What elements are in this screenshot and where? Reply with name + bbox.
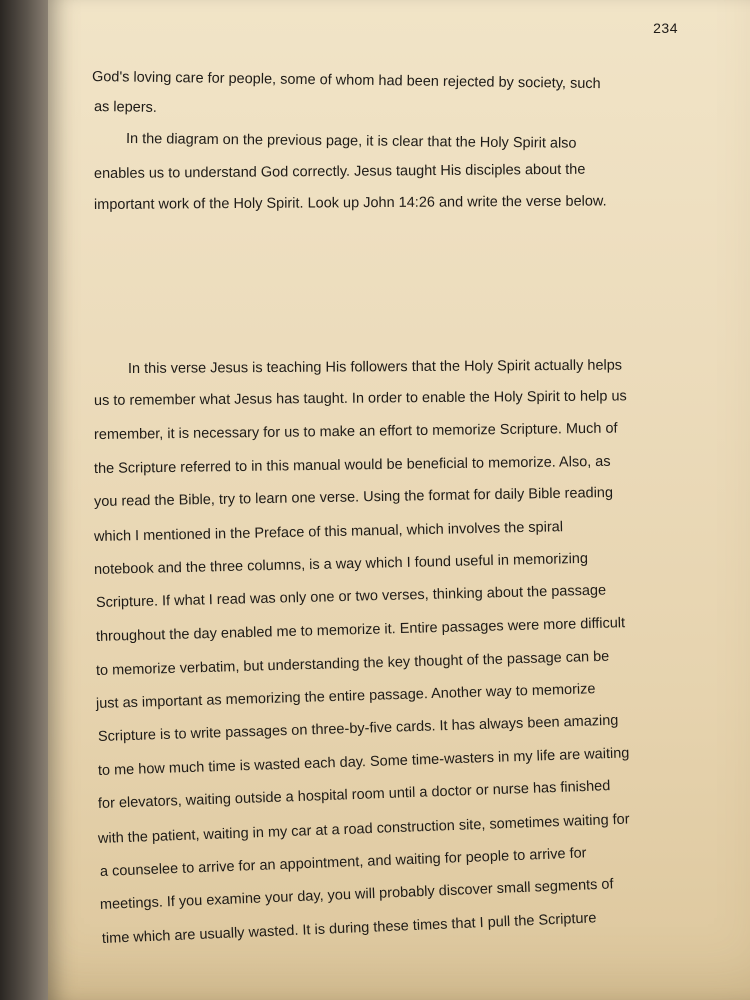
- text-line: a counselee to arrive for an appointment, and waiting for people to arrive for: [99, 845, 587, 880]
- text-line: to memorize verbatim, but understanding the key thought of the passage can be: [95, 648, 610, 679]
- text-line: which I mentioned in the Preface of this manual, which involves the spiral: [93, 519, 564, 545]
- text-line: you read the Bible, try to learn one verse. Using the format for daily Bible reading: [93, 484, 614, 510]
- text-line: meetings. If you examine your day, you will probably discover small segments of: [99, 876, 614, 913]
- text-line: us to remember what Jesus has taught. In order to enable the Holy Spirit to help us: [93, 388, 627, 409]
- page-number: 234: [653, 20, 678, 36]
- text-line: for elevators, waiting outside a hospital room until a doctor or nurse has finished: [97, 778, 611, 812]
- text-line: enables us to understand God correctly. Jesus taught His disciples about the: [93, 161, 586, 182]
- text-line: God's loving care for people, some of whom had been rejected by society, such: [91, 69, 601, 93]
- text-line: to me how much time is wasted each day. Some time-wasters in my life are waiting: [97, 745, 630, 779]
- text-line: notebook and the three columns, is a way which I found useful in memorizing: [93, 550, 589, 578]
- text-line: Scripture. If what I read was only one or two verses, thinking about the passage: [95, 582, 607, 611]
- text-line: the Scripture referred to in this manual would be beneficial to memorize. Also, as: [93, 453, 611, 477]
- text-line: Scripture is to write passages on three-by-five cards. It has always been amazing: [97, 712, 619, 745]
- text-line: In this verse Jesus is teaching His followers that the Holy Spirit actually helps: [127, 357, 623, 377]
- text-line: throughout the day enabled me to memorize it. Entire passages were more difficult: [95, 615, 626, 645]
- text-line: just as important as memorizing the entire passage. Another way to memorize: [95, 681, 596, 712]
- book-page: [48, 0, 750, 1000]
- text-line: with the patient, waiting in my car at a road construction site, sometimes waiting for: [97, 811, 630, 847]
- text-line: time which are usually wasted. It is during these times that I pull the Scripture: [101, 910, 597, 947]
- text-line: In the diagram on the previous page, it is clear that the Holy Spirit also: [125, 131, 577, 152]
- text-line: remember, it is necessary for us to make an effort to memorize Scripture. Much of: [93, 420, 618, 443]
- text-line: as lepers.: [93, 99, 157, 116]
- text-line: important work of the Holy Spirit. Look up John 14:26 and write the verse below.: [93, 193, 607, 213]
- book-spine-shadow: [0, 0, 48, 1000]
